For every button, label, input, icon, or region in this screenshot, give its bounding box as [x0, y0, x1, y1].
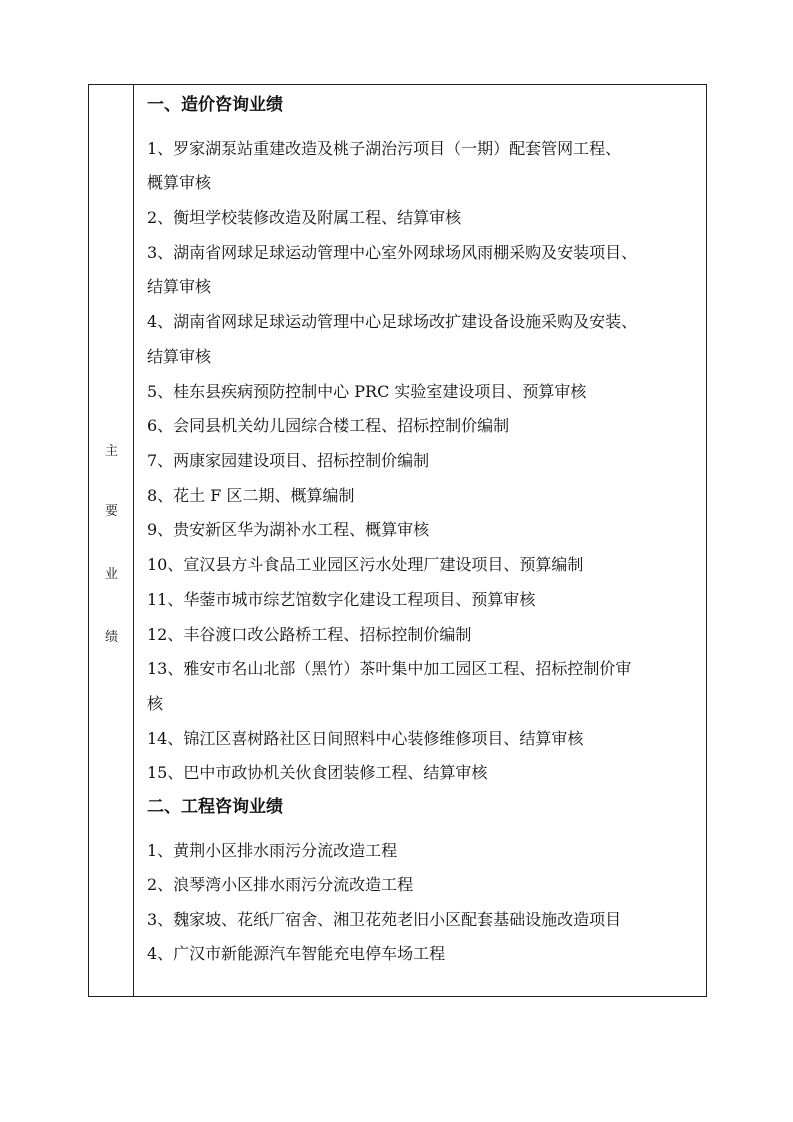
- list-item: 4、广汉市新能源汽车智能充电停车场工程: [147, 944, 446, 963]
- side-label-char: 主: [104, 444, 118, 459]
- list-item: 9、贵安新区华为湖补水工程、概算审核: [147, 520, 430, 539]
- list-item: 12、丰谷渡口改公路桥工程、招标控制价编制: [147, 625, 472, 644]
- list-item: 11、华蓥市城市综艺馆数字化建设工程项目、预算审核: [147, 590, 536, 609]
- list-item: 5、桂东县疾病预防控制中心 PRC 实验室建设项目、预算审核: [147, 382, 587, 401]
- list-item: 7、两康家园建设项目、招标控制价编制: [147, 451, 430, 470]
- list-item-continuation: 结算审核: [147, 347, 212, 366]
- list-item: 8、花土 F 区二期、概算编制: [147, 486, 355, 505]
- list-item: 6、会同县机关幼儿园综合楼工程、招标控制价编制: [147, 416, 510, 435]
- list-item-continuation: 核: [147, 694, 164, 713]
- list-item: 4、湖南省网球足球运动管理中心足球场改扩建设备设施采购及安装、: [147, 312, 638, 331]
- list-item: 3、魏家坡、花纸厂宿舍、湘卫花苑老旧小区配套基础设施改造项目: [147, 910, 622, 929]
- section-title-engineering: 二、工程咨询业绩: [147, 797, 283, 817]
- list-item: 1、罗家湖泵站重建改造及桃子湖治污项目（一期）配套管网工程、: [147, 139, 622, 158]
- side-label-char: 要: [104, 504, 118, 519]
- side-label-char: 绩: [104, 630, 118, 645]
- list-item-continuation: 概算审核: [147, 173, 212, 192]
- list-item: 2、浪琴湾小区排水雨污分流改造工程: [147, 875, 414, 894]
- list-item: 2、衡坦学校装修改造及附属工程、结算审核: [147, 208, 462, 227]
- side-label-cell: [89, 85, 134, 996]
- side-label-char: 业: [104, 567, 118, 582]
- list-item: 14、锦江区喜树路社区日间照料中心装修维修项目、结算审核: [147, 729, 584, 748]
- list-item: 13、雅安市名山北部（黑竹）茶叶集中加工园区工程、招标控制价审: [147, 659, 632, 678]
- performance-table: [88, 84, 707, 997]
- list-item: 15、巴中市政协机关伙食团装修工程、结算审核: [147, 763, 488, 782]
- list-item: 1、黄荆小区排水雨污分流改造工程: [147, 841, 398, 860]
- list-item: 3、湖南省网球足球运动管理中心室外网球场风雨棚采购及安装项目、: [147, 243, 638, 262]
- list-item-continuation: 结算审核: [147, 277, 212, 296]
- section-title-cost: 一、造价咨询业绩: [147, 95, 283, 115]
- list-item: 10、宣汉县方斗食品工业园区污水处理厂建设项目、预算编制: [147, 555, 584, 574]
